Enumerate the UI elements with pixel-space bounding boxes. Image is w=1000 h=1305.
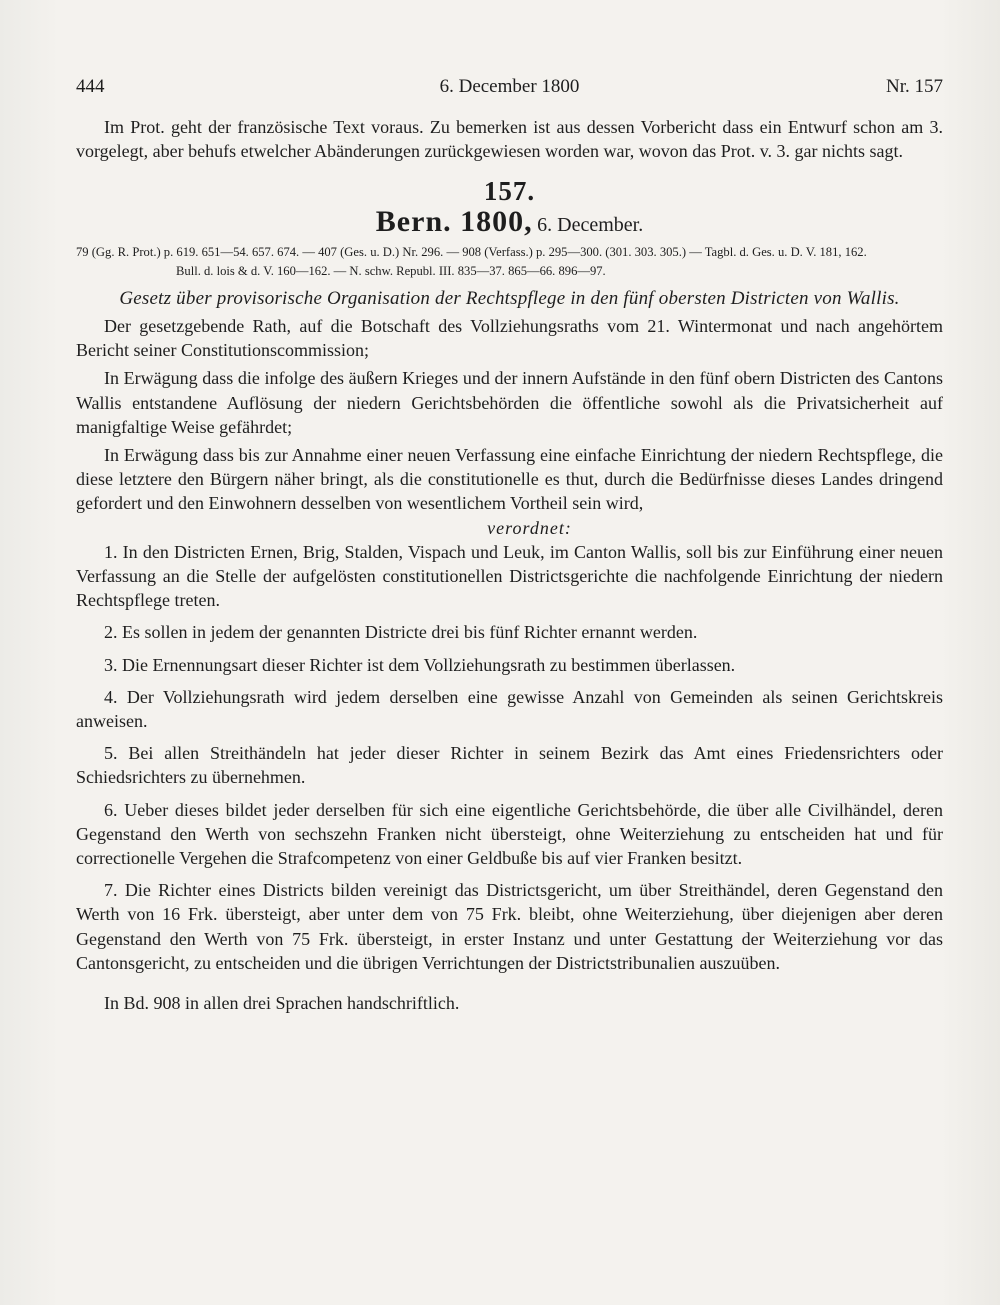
reference-line-2: Bull. d. lois & d. V. 160—162. — N. schw. Republ. III. 835—37. 865—66. 896—97.	[176, 263, 606, 278]
source-references	[76, 243, 943, 281]
decree-word: verordnet:	[487, 517, 572, 538]
page-body	[76, 115, 943, 1015]
page-header	[76, 76, 943, 98]
intro-note: Im Prot. geht der französische Text voraus. Zu bemerken ist aus dessen Vorbericht dass ein Entwurf schon am 3. vorgelegt, aber behufs etwelcher Abänderungen zurückgewiesen worden war, wovon das Prot. v. 3. gar nichts sagt.	[76, 117, 943, 162]
document-title	[76, 204, 943, 238]
closing-note: In Bd. 908 in allen drei Sprachen handschriftlich.	[104, 993, 460, 1014]
article-2: 2. Es sollen in jedem der genannten Districte drei bis fünf Richter ernannt werden.	[104, 622, 698, 643]
article-3: 3. Die Ernennungsart dieser Richter ist dem Vollziehungsrath zu bestimmen überlassen.	[104, 654, 736, 675]
title-date: 6. December.	[537, 213, 644, 236]
reference-line-1: 79 (Gg. R. Prot.) p. 619. 651—54. 657. 674. — 407 (Ges. u. D.) Nr. 296. — 908 (Verfass.) p. 295—300. (301. 303. 305.) — Tagbl. d. Ges. u. D. V. 181, 162.	[76, 244, 867, 259]
page-number: 444	[76, 76, 105, 97]
article-4: 4. Der Vollziehungsrath wird jedem derselben eine gewisse Anzahl von Gemeinden als seinen Gerichtskreis anweisen.	[76, 686, 943, 732]
law-subtitle: Gesetz über provisorische Organisation der Rechtspflege in den fünf obersten Districten von Wallis.	[119, 287, 900, 309]
header-date: 6. December 1800	[439, 76, 580, 97]
preamble-paragraph: Der gesetzgebende Rath, auf die Botschaft des Vollziehungsraths vom 21. Wintermonat und nach angehörtem Bericht seiner Constitutionscommission;	[76, 316, 943, 361]
document-number: 157.	[483, 176, 536, 207]
header-doc-ref: Nr. 157	[886, 76, 943, 97]
article-6: 6. Ueber dieses bildet jeder derselben für sich eine eigentliche Gerichtsbehörde, die über alle Civilhändel, deren Gegenstand den Werth von sechszehn Franken nicht übersteigt, ohne Weiterziehung zu entscheiden hat und für correctionelle Vergehen die Strafcompetenz von einer Geldbuße bis auf vier Franken besitzt.	[76, 799, 943, 869]
article-5: 5. Bei allen Streithändeln hat jeder dieser Richter in seinem Bezirk das Amt eines Friedensrichters oder Schiedsrichters zu übernehmen.	[76, 743, 943, 788]
preamble-paragraph: In Erwägung dass bis zur Annahme einer neuen Verfassung eine einfache Einrichtung der niedern Rechtspflege, die diese letztere den Bürgern näher bringt, als die constitutionelle es thut, durch die Bedürfnisse dieses Landes dringend gefordert und den Einwohnern desselben von wesentlichem Vortheil sein wird,	[76, 445, 943, 514]
article-7: 7. Die Richter eines Districts bilden vereinigt das Districtsgericht, um über Streithändel, deren Gegenstand den Werth von 16 Frk. übersteigt, aber unter dem von 75 Frk. bleibt, ohne Weiterziehung, über diejenigen aber deren Gegenstand den Werth von 75 Frk. übersteigt, in erster Instanz und unter Gestattung der Weiterziehung vor das Cantonsgericht, zu entscheiden und die übrigen Verrichtungen der Districtstribunalien auszuüben.	[76, 880, 943, 973]
title-place-year: Bern. 1800,	[375, 204, 533, 238]
preamble-paragraph: In Erwägung dass die infolge des äußern Krieges und der innern Aufstände in den fünf obern Districten des Cantons Wallis entstandene Auflösung der niedern Gerichtsbehörden die öffentliche sowohl als die Privatsicherheit auf manigfaltige Weise gefährdet;	[76, 368, 943, 437]
article-1: 1. In den Districten Ernen, Brig, Stalden, Vispach und Leuk, im Canton Wallis, soll bis zur Einführung einer neuen Verfassung an die Stelle der aufgelösten constitutionellen Districtsgerichte die nachfolgende Einrichtung der niedern Rechtspflege treten.	[76, 541, 943, 611]
